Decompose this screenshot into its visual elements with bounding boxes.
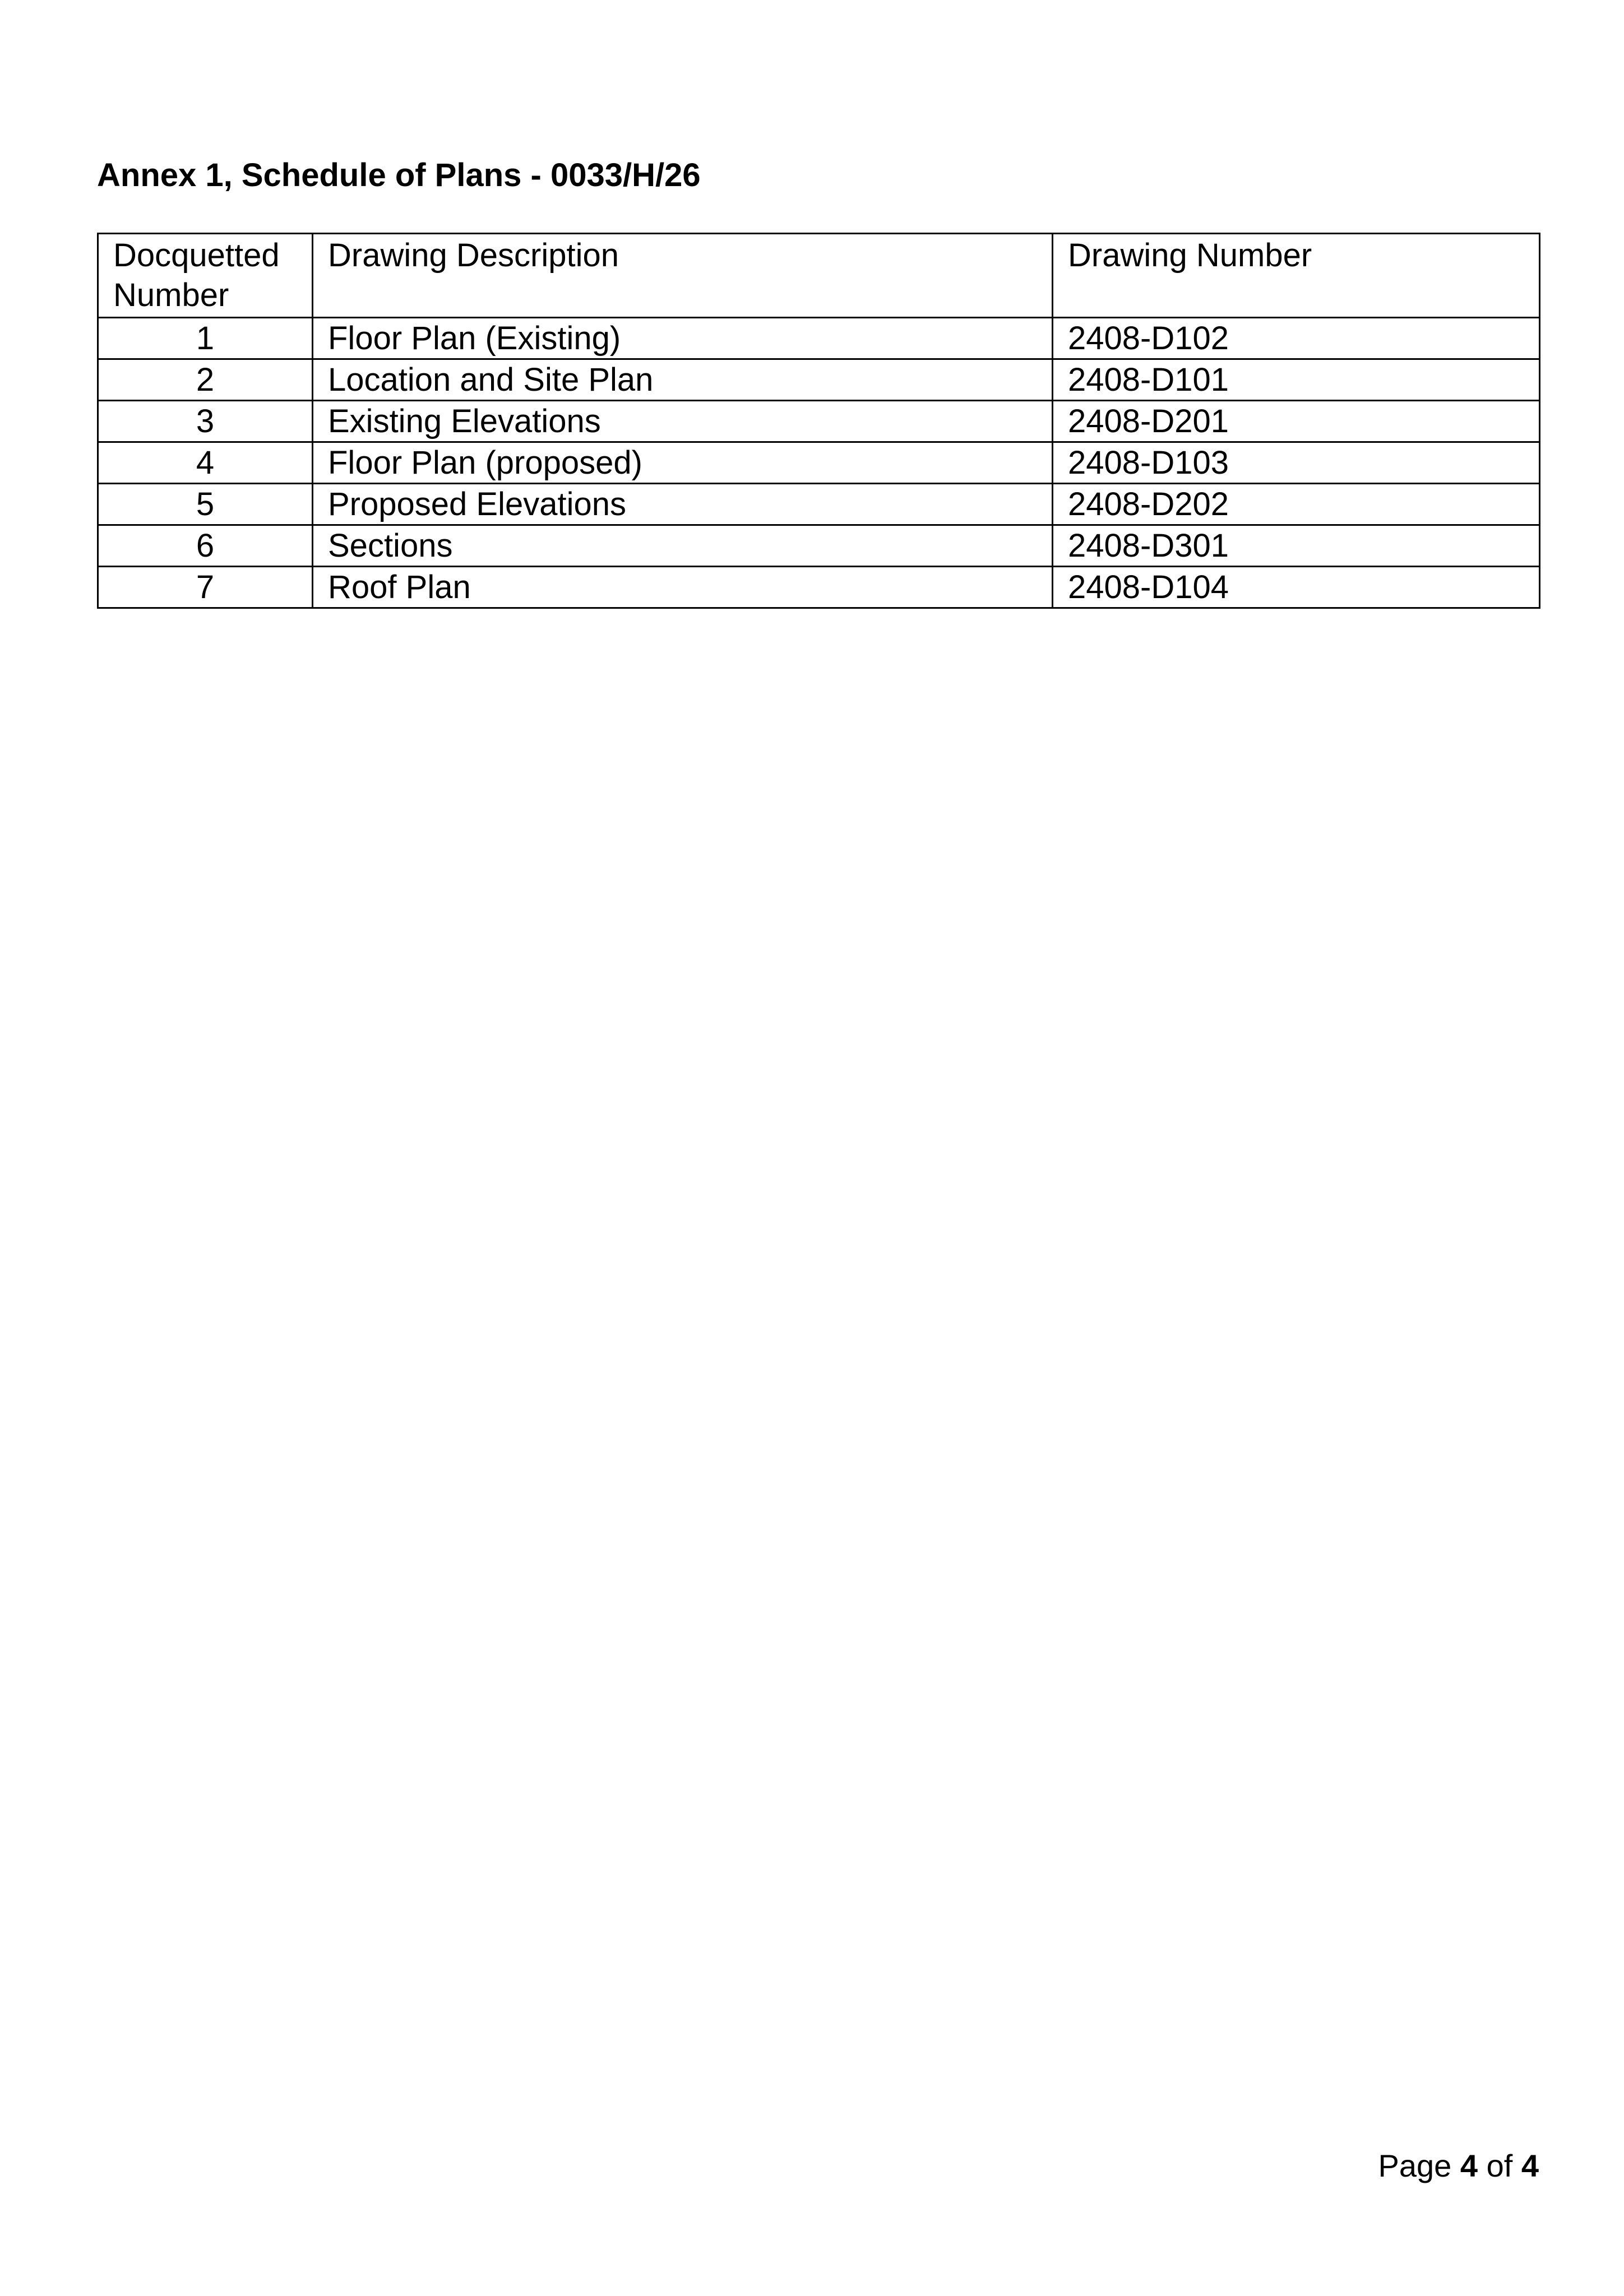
page-of-label: of <box>1486 2148 1513 2183</box>
docquetted-number-cell: 5 <box>98 484 313 525</box>
page-number-footer <box>1378 2147 1539 2185</box>
drawing-number-cell: 2408-D103 <box>1053 442 1540 484</box>
drawing-number-cell: 2408-D101 <box>1053 359 1540 401</box>
drawing-description-cell: Floor Plan (proposed) <box>313 442 1053 484</box>
table-row <box>98 442 1540 484</box>
document-heading: Annex 1, Schedule of Plans - 0033/H/26 <box>97 157 701 193</box>
drawing-number-cell: 2408-D202 <box>1053 484 1540 525</box>
docquetted-number-cell: 7 <box>98 567 313 608</box>
drawing-description-cell: Floor Plan (Existing) <box>313 318 1053 359</box>
drawing-number-cell: 2408-D104 <box>1053 567 1540 608</box>
docquetted-number-cell: 2 <box>98 359 313 401</box>
schedule-of-plans-table <box>97 233 1540 609</box>
table-row <box>98 318 1540 359</box>
docquetted-number-cell: 3 <box>98 401 313 442</box>
docquetted-number-cell: 6 <box>98 525 313 567</box>
header-docquetted-number: Docquetted Number <box>98 234 313 318</box>
drawing-description-cell: Existing Elevations <box>313 401 1053 442</box>
docquetted-number-cell: 4 <box>98 442 313 484</box>
drawing-description-cell: Proposed Elevations <box>313 484 1053 525</box>
drawing-number-cell: 2408-D301 <box>1053 525 1540 567</box>
table-row <box>98 359 1540 401</box>
header-drawing-description: Drawing Description <box>313 234 1053 318</box>
drawing-description-cell: Sections <box>313 525 1053 567</box>
table-row <box>98 525 1540 567</box>
total-page-count: 4 <box>1521 2148 1539 2183</box>
table-row <box>98 484 1540 525</box>
table-row <box>98 567 1540 608</box>
drawing-description-cell: Location and Site Plan <box>313 359 1053 401</box>
drawing-number-cell: 2408-D201 <box>1053 401 1540 442</box>
table-row <box>98 401 1540 442</box>
page-label: Page <box>1378 2148 1452 2183</box>
drawing-number-cell: 2408-D102 <box>1053 318 1540 359</box>
table-header-row <box>98 234 1540 318</box>
docquetted-number-cell: 1 <box>98 318 313 359</box>
drawing-description-cell: Roof Plan <box>313 567 1053 608</box>
current-page-number: 4 <box>1460 2148 1478 2183</box>
header-drawing-number: Drawing Number <box>1053 234 1540 318</box>
